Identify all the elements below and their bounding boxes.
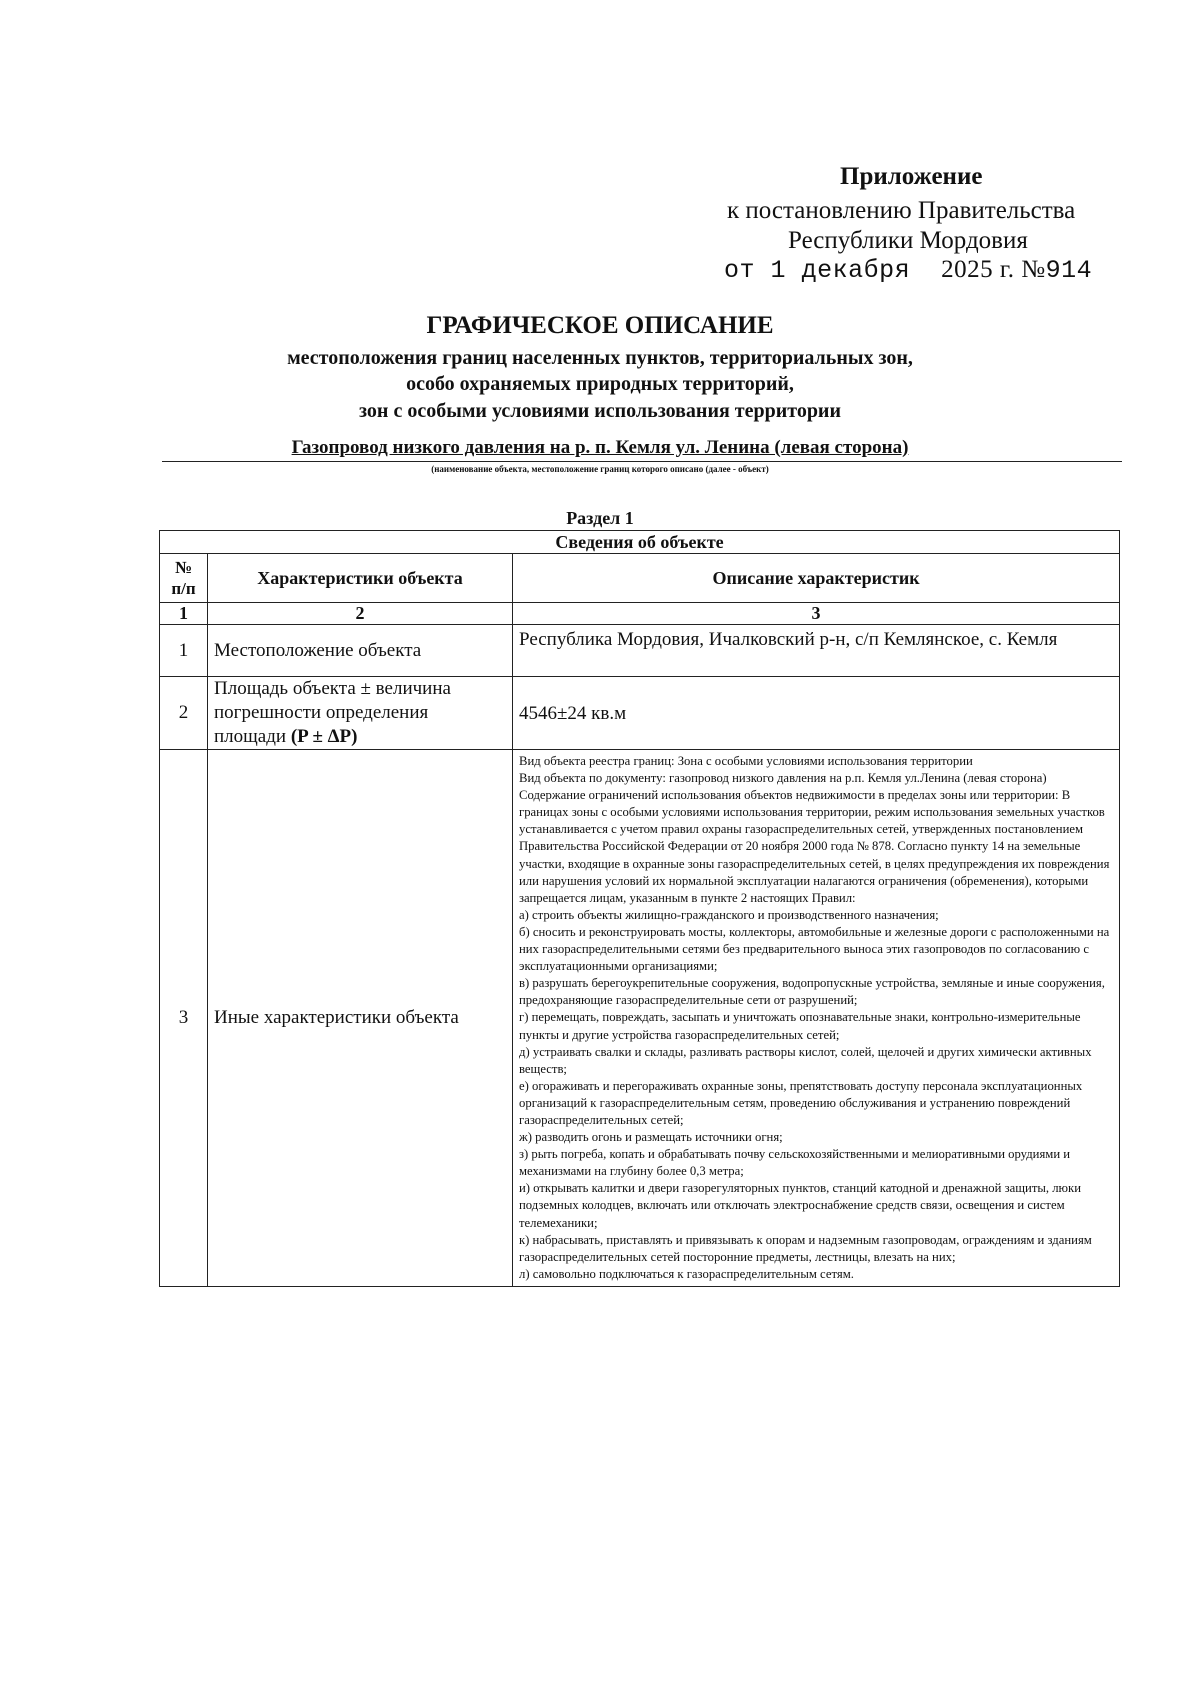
area-label: площади — [214, 726, 291, 747]
subtitle-line-3: зон с особыми условиями использования территории — [359, 400, 841, 422]
table-title-row — [160, 531, 1120, 554]
row-characteristic: Местоположение объекта — [208, 625, 513, 677]
table-row — [160, 750, 1120, 1287]
restriction-item: в) разрушать берегоукрепительные сооружения, водопропускные устройства, земляные и иные сооружения, предохраняющие газораспределительные сети от разрушений; — [519, 976, 1105, 1008]
table-row — [160, 677, 1120, 750]
table-row — [160, 625, 1120, 677]
restriction-item: г) перемещать, повреждать, засыпать и уничтожать опознавательные знаки, контрольно-измерительные пункты и другие устройства газораспределительных сетей; — [519, 1010, 1081, 1042]
table-title: Сведения об объекте — [160, 531, 1120, 554]
date-month: декабря — [801, 256, 911, 285]
subtitle-line-2: особо охраняемых природных территорий, — [406, 373, 794, 395]
column-number-3: 3 — [513, 603, 1120, 625]
row-characteristic-line: Площадь объекта ± величина — [214, 678, 451, 699]
area-formula: (P ± ΔP) — [290, 726, 358, 747]
row-number: 3 — [160, 750, 208, 1287]
subtitle-line-1: местоположения границ населенных пунктов, территориальных зон, — [287, 347, 913, 369]
row-description: 4546±24 кв.м — [513, 677, 1120, 750]
table-header-row — [160, 554, 1120, 603]
object-name: Газопровод низкого давления на р. п. Кемля ул. Ленина (левая сторона) — [291, 437, 909, 458]
restriction-item: д) устраивать свалки и склады, разливать растворы кислот, солей, щелочей и других химически активных веществ; — [519, 1044, 1092, 1076]
restriction-item: з) рыть погреба, копать и обрабатывать почву сельскохозяйственными и мелиоративными орудиями и механизмами на глубину более 0,3 метра; — [519, 1147, 1071, 1179]
restriction-item: к) набрасывать, приставлять и привязывать к опорам и надземным газопроводам, ограждениям и зданиям газораспределительных сетей посторонние предметы, лестницы, влезать на них; — [519, 1232, 1092, 1264]
row-characteristic-line: погрешности определения — [214, 702, 429, 723]
object-note: (наименование объекта, местоположение границ которого описано (далее - объект) — [431, 464, 769, 474]
restriction-text: Вид объекта по документу: газопровод низкого давления на р.п. Кемля ул.Ленина (левая сторона) — [519, 771, 1047, 786]
section-title: Раздел 1 — [566, 508, 634, 528]
row-number: 1 — [160, 625, 208, 677]
column-number-row — [160, 603, 1120, 625]
restriction-item: и) открывать калитки и двери газорегуляторных пунктов, станций катодной и дренажной защиты, люки подземных колодцев, включать или отключать электроснабжение средств связи, освещения и систем телемеханики; — [519, 1181, 1081, 1230]
row-characteristic-line — [214, 725, 506, 749]
appendix-date-line — [724, 256, 1092, 285]
row-description — [513, 750, 1120, 1287]
document-title: ГРАФИЧЕСКОЕ ОПИСАНИЕ — [426, 312, 774, 339]
restriction-text: Содержание ограничений использования объектов недвижимости в пределах зоны или территории: В границах зоны с особыми условиями использования территории, режим использования земельных участков устанавливается с учетом правил охраны газораспределительных сетей, утвержденных постановлением Правительства Российской Федерации от 20 ноября 2000 года № 878. Согласно пункту 14 на земельные участки, входящие в охранные зоны газораспределительных сетей, в целях предупреждения их повреждения или нарушения условий их нормальной эксплуатации налагаются ограничения (обременения), которыми запрещается лицам, указанным в пункте 2 настоящих Правил: — [519, 788, 1110, 905]
date-prefix: от — [724, 256, 756, 285]
row-description: Республика Мордовия, Ичалковский р-н, с/п Кемлянское, с. Кемля — [513, 625, 1120, 677]
row-number: 2 — [160, 677, 208, 750]
appendix-line-1: к постановлению Правительства — [727, 197, 1076, 224]
restriction-item: е) огораживать и перегораживать охранные зоны, препятствовать доступу персонала эксплуатационных организаций к газораспределительным сетям, проведению обслуживания и устранению повреждений газораспределительных сетей; — [519, 1078, 1083, 1127]
header-number-sign: № — [174, 558, 193, 577]
object-underline — [162, 461, 1122, 462]
header-number — [160, 554, 208, 603]
row-characteristic — [208, 677, 513, 750]
restriction-item: л) самовольно подключаться к газораспределительным сетям. — [519, 1266, 854, 1281]
date-year: 2025 г. № — [941, 256, 1046, 283]
restriction-item: а) строить объекты жилищно-гражданского и производственного назначения; — [519, 907, 939, 922]
restriction-text: Вид объекта реестра границ: Зона с особыми условиями использования территории — [519, 754, 973, 768]
row-characteristic: Иные характеристики объекта — [208, 750, 513, 1287]
header-number-pp: п/п — [171, 579, 196, 598]
decree-number: 914 — [1045, 256, 1093, 285]
header-description: Описание характеристик — [513, 554, 1120, 603]
header-characteristics: Характеристики объекта — [208, 554, 513, 603]
column-number-1: 1 — [160, 603, 208, 625]
appendix-title: Приложение — [840, 163, 983, 190]
column-number-2: 2 — [208, 603, 513, 625]
date-day: 1 — [770, 256, 787, 285]
restriction-item: ж) разводить огонь и размещать источники огня; — [519, 1130, 783, 1145]
object-info-table — [159, 530, 1120, 1287]
appendix-line-2: Республики Мордовия — [788, 227, 1028, 254]
restriction-item: б) сносить и реконструировать мосты, коллекторы, автомобильные и железные дороги с расположенными на них газораспределительными сетями без предварительного выноса этих газопроводов по согласованию с эксплуатационными организациями; — [519, 924, 1110, 974]
